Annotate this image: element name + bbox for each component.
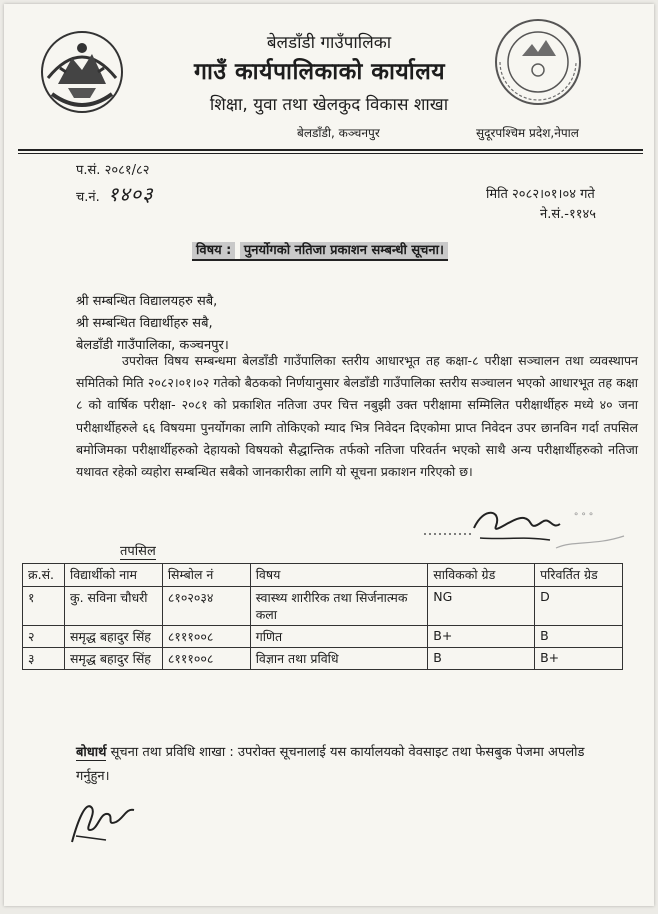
cell-student-name: समृद्ध बहादुर सिंह: [64, 648, 162, 670]
cell-subject: स्वास्थ्य शारीरिक तथा सिर्जनात्मक कला: [250, 587, 428, 626]
col-header-subject: विषय: [250, 564, 428, 587]
notice-body: उपरोक्त विषय सम्बन्धमा बेलडाँडी गाउँपालिका स्तरीय आधारभूत तह कक्षा-८ परीक्षा सञ्चालन तथा व्यवस्थापन समितिको मिति २०८२।०१।०२ गतेको बैठकको निर्णयानुसार बेलडाँडी गाउँपालिका स्तरीय सञ्चालन भएको आधारभूत तह कक्षा ८ को वार्षिक परीक्षा- २०८१ को प्रकाशित नतिजा उपर चित्त नबुझी उक्त परीक्षामा सम्मिलित परीक्षार्थीहरु मध्ये ४० जना परीक्षार्थीहरुले ६६ विषयमा पुनर्योगका लागि तोकिएको म्याद भित्र निवेदन दिएकोमा प्राप्त निवेदन उपर छानविन गर्दा तपसिल बमोजिमका परीक्षार्थीहरुको देहायको विषयको सैद्धान्तिक तर्फको नतिजा परिवर्तन भएको साथै अन्य परीक्षार्थीहरुको नतिजा यथावत रहेको व्यहोरा सम्बन्धित सबैको जानकारीका लागि यो सूचना प्रकाशन गरिएको छ।: [76, 353, 638, 480]
cell-new-grade: B: [535, 626, 623, 648]
signature-mark: [66, 790, 146, 850]
cell-old-grade: NG: [428, 587, 535, 626]
cell-sn: २: [23, 626, 65, 648]
cc-text: सूचना तथा प्रविधि शाखा : उपरोक्त सूचनालाई यस कार्यालयको वेवसाइट तथा फेसबुक पेजमा अपलोड: [110, 745, 585, 760]
cc-label: बोधार्थ: [76, 745, 107, 760]
date-line: मिति २०८२।०१।०४ गते: [486, 187, 595, 202]
table-row: [23, 587, 623, 626]
header-province: सुदूरपश्चिम प्रदेश,नेपाल: [476, 126, 579, 140]
header-office-title: गाउँ कार्यपालिकाको कार्यालय: [194, 59, 446, 85]
subject-label: विषय :: [192, 242, 235, 259]
svg-text:॰ ॰ ॰: ॰ ॰ ॰: [574, 510, 594, 521]
cell-old-grade: B+: [428, 626, 535, 648]
dispatch-number: [76, 180, 154, 207]
address-line: श्री सम्बन्धित विद्यालयहरु सबै,: [76, 294, 218, 309]
col-header-sn: क्र.सं.: [23, 564, 65, 587]
dispatch-value: १४०३: [107, 182, 154, 206]
header-municipality: बेलडाँडी गाउँपालिका: [266, 33, 392, 53]
cell-student-name: समृद्ध बहादुर सिंह: [64, 626, 162, 648]
col-header-new-grade: परिवर्तित ग्रेड: [535, 564, 623, 587]
address-line: बेलडाँडी गाउँपालिका, कञ्चनपुर।: [76, 338, 229, 353]
subject-line: [192, 240, 448, 261]
col-header-old-grade: साविकको ग्रेड: [428, 564, 535, 587]
header-location: बेलडाँडी, कञ्चनपुर: [297, 126, 380, 140]
table-row: [23, 626, 623, 648]
subject-text: पुनर्योगको नतिजा प्रकाशन सम्बन्धी सूचना।: [240, 242, 448, 259]
cc-note: [76, 742, 636, 760]
cell-student-name: कु. सविना चौधरी: [64, 587, 162, 626]
header-divider-thin: [18, 153, 643, 154]
address-line: श्री सम्बन्धित विद्यार्थीहरु सबै,: [76, 316, 213, 331]
cell-sn: ३: [23, 648, 65, 670]
cell-new-grade: D: [535, 587, 623, 626]
header-divider: [18, 149, 643, 151]
dispatch-label: च.नं.: [76, 190, 100, 205]
col-header-student-name: विद्यार्थीको नाम: [64, 564, 162, 587]
cell-symbol-no: ८१११००८: [162, 648, 250, 670]
cell-subject: गणित: [250, 626, 428, 648]
reference-number: प.सं. २०८१/८२: [76, 163, 150, 178]
table-caption: तपसिल: [120, 541, 156, 560]
col-header-symbol-no: सिम्बोल नं: [162, 564, 250, 587]
header-section: शिक्षा, युवा तथा खेलकुद विकास शाखा: [209, 95, 449, 115]
table-header-row: [23, 564, 623, 587]
cell-sn: १: [23, 587, 65, 626]
cell-symbol-no: ८१०२०३४: [162, 587, 250, 626]
cell-old-grade: B: [428, 648, 535, 670]
signature-mark: [424, 496, 634, 556]
cell-symbol-no: ८१११००८: [162, 626, 250, 648]
cell-new-grade: B+: [535, 648, 623, 670]
nepal-sambat-date: ने.सं.-११४५: [540, 207, 596, 222]
results-table: [22, 563, 623, 670]
notice-page: [4, 4, 654, 906]
table-row: [23, 648, 623, 670]
cc-text-continued: गर्नुहुन।: [76, 769, 110, 784]
cell-subject: विज्ञान तथा प्रविधि: [250, 648, 428, 670]
